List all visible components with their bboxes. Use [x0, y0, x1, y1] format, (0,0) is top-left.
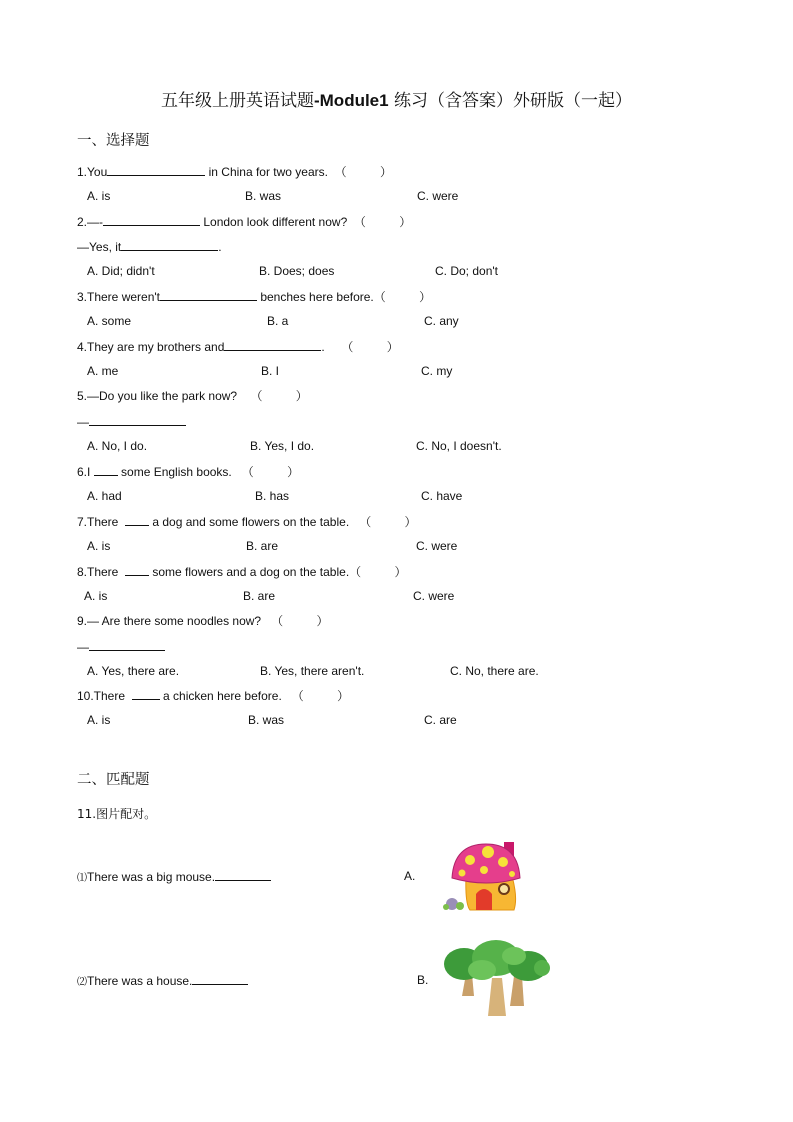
match-item-1: ⑴There was a big mouse.	[77, 869, 271, 886]
question-6: 6.I some English books. （ ）	[77, 465, 300, 479]
option-4b: B. I	[261, 364, 280, 378]
question-3: 3.There weren't benches here before.（ ）	[77, 290, 432, 304]
match-letter-a: A.	[404, 869, 416, 883]
option-6c: C. have	[421, 489, 463, 503]
option-5c: C. No, I doesn't.	[416, 439, 502, 453]
option-4a: A. me	[87, 364, 119, 378]
option-9c: C. No, there are.	[450, 664, 539, 678]
option-5b: B. Yes, I do.	[250, 439, 315, 453]
option-3b: B. a	[267, 314, 289, 328]
question-1: 1.You in China for two years. （ ）	[77, 165, 392, 179]
option-2a: A. Did; didn't	[87, 264, 155, 278]
option-8c: C. were	[413, 589, 455, 603]
mushroom-house-icon	[440, 838, 522, 914]
option-8a: A. is	[84, 589, 108, 603]
option-7c: C. were	[416, 539, 458, 553]
option-7a: A. is	[87, 539, 111, 553]
question-11: 11.图片配对。	[77, 807, 157, 821]
section-heading-matching: 二、匹配题	[77, 772, 150, 788]
answer-line-2: —Yes, it .	[77, 240, 222, 254]
question-10: 10.There a chicken here before. （ ）	[77, 689, 350, 703]
question-7: 7.There a dog and some flowers on the table. （ ）	[77, 515, 417, 529]
option-6a: A. had	[87, 489, 122, 503]
section-heading-choice: 一、选择题	[77, 133, 150, 149]
question-4: 4.They are my brothers and . （ ）	[77, 340, 399, 354]
option-10b: B. was	[248, 713, 285, 727]
trees-icon	[442, 938, 550, 1020]
option-7b: B. are	[246, 539, 279, 553]
option-9a: A. Yes, there are.	[87, 664, 180, 678]
option-1a: A. is	[87, 189, 111, 203]
answer-line-5: —	[77, 414, 186, 429]
option-1c: C. were	[417, 189, 459, 203]
option-4c: C. my	[421, 364, 453, 378]
page-title: 五年级上册英语试题-Module1 练习（含答案）外研版（一起）	[160, 91, 632, 111]
option-1b: B. was	[245, 189, 282, 203]
match-letter-b: B.	[417, 973, 429, 987]
question-8: 8.There some flowers and a dog on the table.（ ）	[77, 565, 407, 579]
question-2: 2.—- London look different now? （ ）	[77, 215, 412, 229]
option-6b: B. has	[255, 489, 290, 503]
option-5a: A. No, I do.	[87, 439, 148, 453]
option-3c: C. any	[424, 314, 459, 328]
question-9: 9.— Are there some noodles now? （ ）	[77, 614, 329, 628]
option-2c: C. Do; don't	[435, 264, 498, 278]
option-10a: A. is	[87, 713, 111, 727]
option-8b: B. are	[243, 589, 276, 603]
answer-line-9: —	[77, 639, 165, 654]
option-10c: C. are	[424, 713, 457, 727]
match-item-2: ⑵There was a house.	[77, 973, 248, 990]
option-2b: B. Does; does	[259, 264, 335, 278]
option-9b: B. Yes, there aren't.	[260, 664, 365, 678]
question-5: 5.—Do you like the park now? （ ）	[77, 389, 308, 403]
option-3a: A. some	[87, 314, 132, 328]
